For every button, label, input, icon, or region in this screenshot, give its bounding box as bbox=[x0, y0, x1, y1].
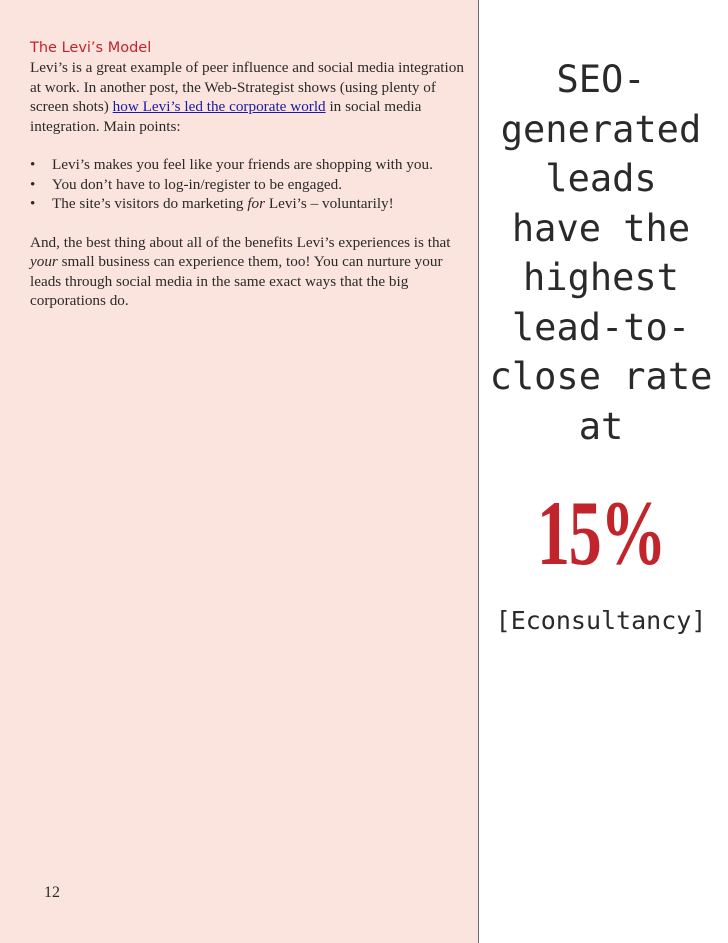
bullet-icon: • bbox=[30, 195, 36, 212]
article-heading: The Levi’s Model bbox=[30, 40, 152, 56]
callout-line: have the bbox=[511, 206, 691, 250]
closing-paragraph bbox=[30, 233, 470, 311]
intro-paragraph bbox=[30, 58, 470, 136]
intro-text-start: Levi’s is a great example of peer influence and social media integration at work. In another post, the Web-Strategist shows (using plenty of screen shots) bbox=[30, 59, 464, 115]
callout-line: at bbox=[578, 404, 624, 448]
stat-value: 15% bbox=[536, 482, 666, 584]
list-item-text: Levi’s makes you feel like your friends are shopping with you. bbox=[52, 156, 433, 173]
callout-line: highest bbox=[523, 256, 679, 299]
callout-line: generated bbox=[500, 107, 702, 151]
list-item-text-start: The site’s visitors do marketing bbox=[52, 195, 248, 212]
closing-text-start: And, the best thing about all of the benefits Levi’s experiences is that bbox=[30, 233, 451, 251]
bullet-icon: • bbox=[30, 175, 36, 193]
list-item bbox=[30, 194, 470, 214]
callout-line: close rate bbox=[489, 355, 713, 398]
list-item bbox=[30, 155, 470, 175]
list-item-text: You don’t have to log-in/register to be engaged. bbox=[52, 175, 343, 193]
callout-line: lead-to- bbox=[511, 305, 691, 349]
bullet-icon: • bbox=[30, 156, 36, 173]
callout-line: leads bbox=[545, 157, 657, 200]
main-points-list bbox=[30, 155, 470, 214]
stat-callout bbox=[480, 55, 722, 451]
list-item bbox=[30, 175, 470, 195]
closing-emphasis: your bbox=[30, 253, 58, 270]
list-item-text-end: Levi’s – voluntarily! bbox=[265, 195, 394, 212]
stat-source: [Econsultancy] bbox=[495, 606, 707, 635]
closing-text-end: small business can experience them, too! You can nurture your leads through social media in the same exact ways that the big corporations do. bbox=[30, 253, 443, 309]
levis-case-study-link[interactable]: how Levi’s led the corporate world bbox=[112, 98, 326, 115]
page-number: 12 bbox=[44, 884, 60, 901]
list-item-emphasis: for bbox=[247, 195, 266, 212]
callout-line: SEO- bbox=[556, 58, 646, 101]
intro-text-end: in social media integration. Main points: bbox=[30, 98, 422, 135]
article-content bbox=[30, 38, 470, 311]
stat-sidebar bbox=[480, 0, 728, 943]
